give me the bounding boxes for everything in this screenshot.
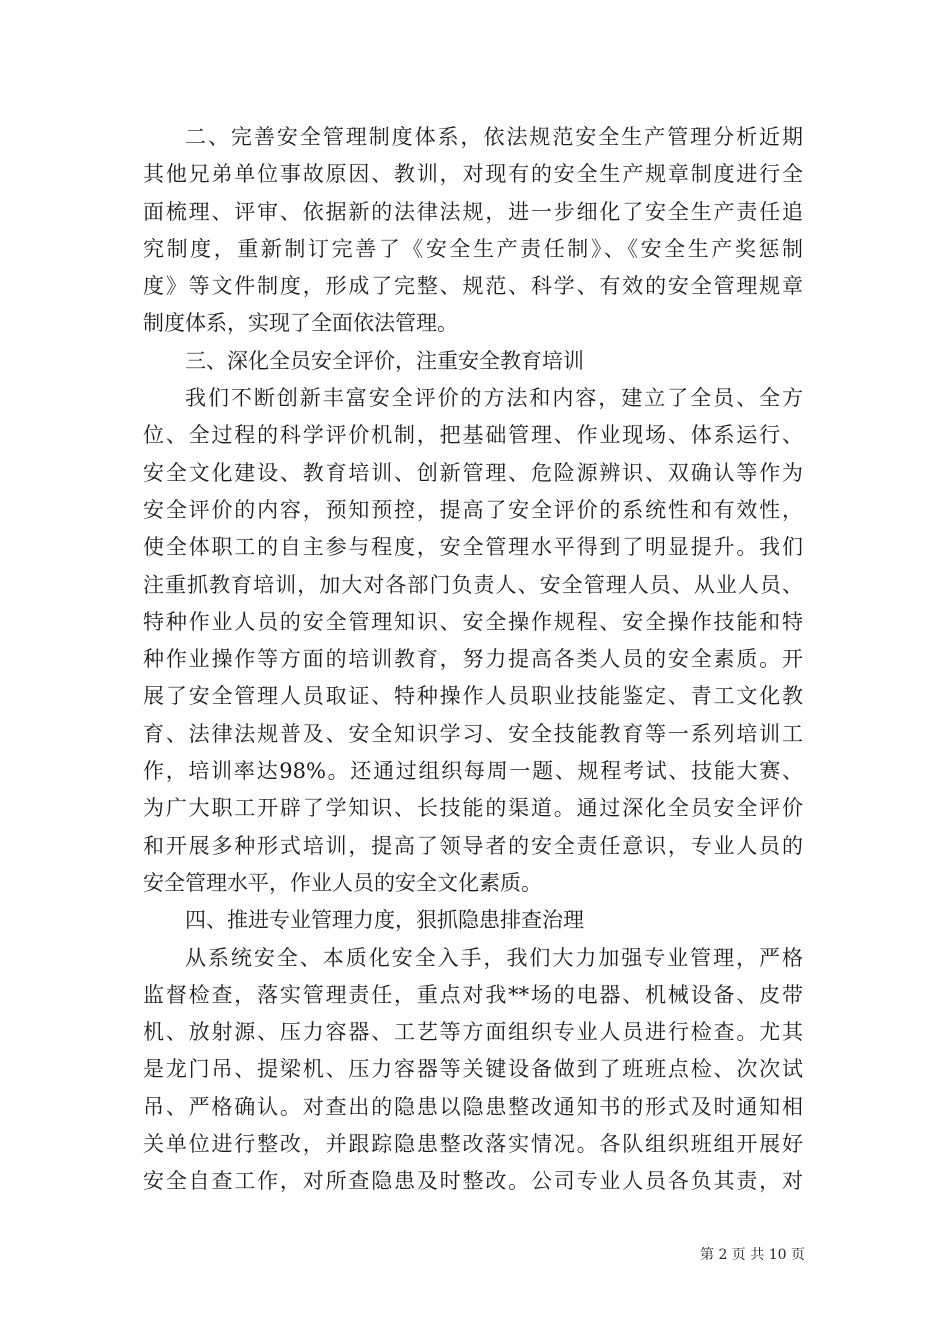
paragraph-line: 种作业操作等方面的培训教育，努力提高各类人员的安全素质。开 (143, 647, 803, 672)
paragraph-line: 安全管理水平，作业人员的安全文化素质。 (143, 870, 542, 895)
paragraph-line: 是龙门吊、提梁机、压力容器等关键设备做到了班班点检、次次试 (143, 1057, 803, 1082)
paragraph-line: 度》等文件制度，形成了完整、规范、科学、有效的安全管理规章 (143, 274, 803, 299)
paragraph-line: 关单位进行整改，并跟踪隐患整改落实情况。各队组织班组开展好 (143, 1132, 803, 1157)
page-indicator: 第 2 页 共 10 页 (700, 1247, 805, 1263)
paragraph-line: 机、放射源、压力容器、工艺等方面组织专业人员进行检查。尤其 (143, 1020, 803, 1045)
paragraph-line: 注重抓教育培训，加大对各部门负责人、安全管理人员、从业人员、 (143, 572, 803, 597)
paragraph-line: 监督检查，落实管理责任，重点对我**场的电器、机械设备、皮带 (143, 982, 803, 1007)
paragraph-line: 究制度，重新制订完善了《安全生产责任制》、《安全生产奖惩制 (143, 236, 803, 261)
paragraph-line: 制度体系，实现了全面依法管理。 (143, 311, 458, 336)
section-heading: 四、推进专业管理力度，狠抓隐患排查治理 (185, 908, 584, 933)
paragraph-line: 面梳理、评审、依据新的法律法规，进一步细化了安全生产责任追 (143, 199, 803, 224)
document-body (143, 119, 803, 1201)
paragraph-line: 使全体职工的自主参与程度，安全管理水平得到了明显提升。我们 (143, 535, 803, 560)
paragraph-line: 育、法律法规普及、安全知识学习、安全技能教育等一系列培训工 (143, 721, 803, 746)
paragraph-line: 安全评价的内容，预知预控，提高了安全评价的系统性和有效性， (143, 497, 803, 522)
paragraph-line: 位、全过程的科学评价机制，把基础管理、作业现场、体系运行、 (143, 423, 803, 448)
paragraph-line: 吊、严格确认。对查出的隐患以隐患整改通知书的形式及时通知相 (143, 1094, 803, 1119)
section-heading: 三、深化全员安全评价，注重安全教育培训 (185, 348, 584, 373)
paragraph-line: 安全文化建设、教育培训、创新管理、危险源辨识、双确认等作为 (143, 460, 803, 485)
paragraph-line: 特种作业人员的安全管理知识、安全操作规程、安全操作技能和特 (143, 609, 803, 634)
paragraph-line: 从系统安全、本质化安全入手，我们大力加强专业管理，严格 (185, 945, 803, 970)
paragraph-line: 其他兄弟单位事故原因、教训，对现有的安全生产规章制度进行全 (143, 162, 803, 187)
paragraph-line: 二、完善安全管理制度体系，依法规范安全生产管理分析近期 (185, 125, 803, 149)
paragraph-line: 安全自查工作，对所查隐患及时整改。公司专业人员各负其责，对 (143, 1169, 803, 1194)
paragraph-line: 作，培训率达98%。还通过组织每周一题、规程考试、技能大赛、 (143, 759, 803, 784)
paragraph-line: 和开展多种形式培训，提高了领导者的安全责任意识，专业人员的 (143, 833, 803, 858)
paragraph-line: 展了安全管理人员取证、特种操作人员职业技能鉴定、青工文化教 (143, 684, 803, 709)
paragraph-line: 为广大职工开辟了学知识、长技能的渠道。通过深化全员安全评价 (143, 796, 803, 821)
paragraph-line: 我们不断创新丰富安全评价的方法和内容，建立了全员、全方 (185, 386, 803, 411)
